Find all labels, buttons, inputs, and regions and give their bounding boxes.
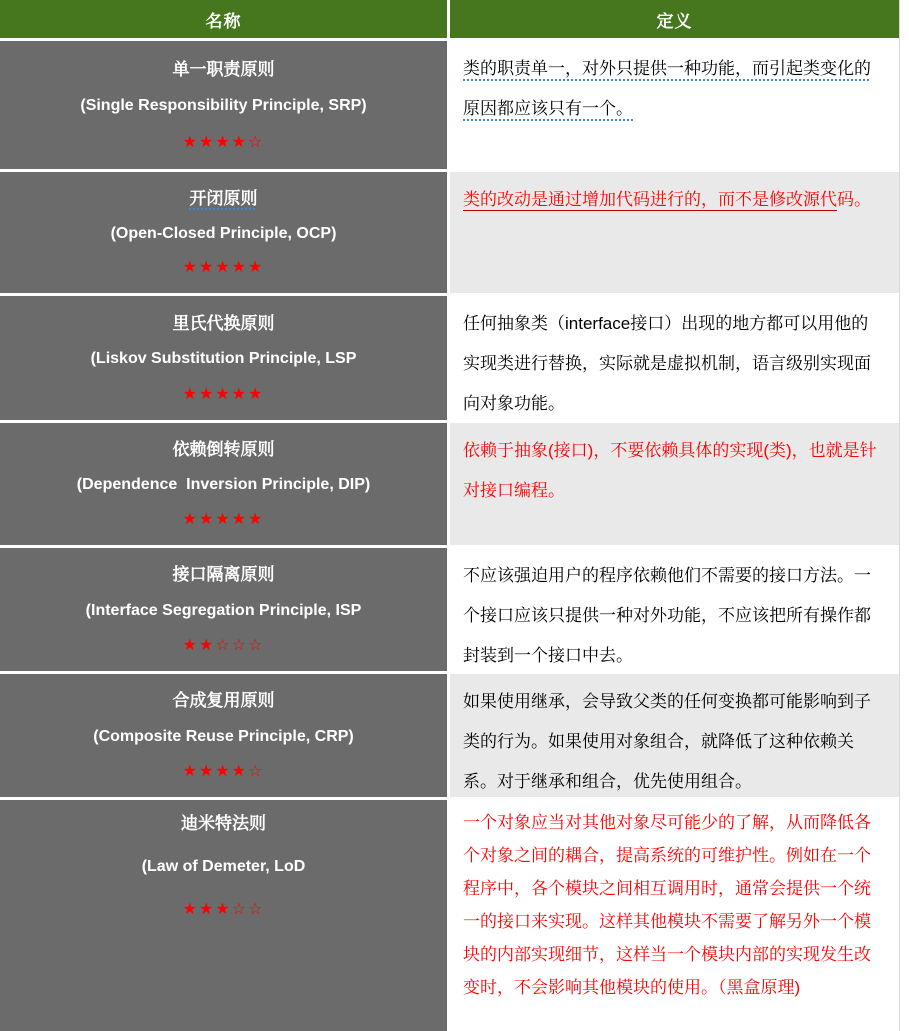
row-srp-name-cell [0, 41, 447, 169]
star-rating: ★★★★☆ [182, 131, 265, 151]
star-rating: ★★★☆☆ [182, 899, 265, 918]
definition-text: 码。 [837, 190, 871, 209]
row-lsp-name-cell [0, 296, 447, 420]
principle-title: 迪米特法则 [181, 814, 266, 833]
header-definition-column: 定义 [450, 0, 899, 38]
star-rating: ★★★★★ [182, 383, 265, 403]
star-rating: ★★★★★ [182, 509, 265, 528]
definition-text: 如果使用继承，会导致父类的任何变换都可能影响到子类的行为。如果使用对象组合，就降低了这种依赖关系。对于继承和组合，优先使用组合。 [463, 692, 871, 791]
row-ocp-definition-cell [450, 172, 899, 293]
principle-subtitle: (Single Responsibility Principle, SRP) [80, 97, 367, 114]
row-isp-name-cell [0, 548, 447, 671]
principle-subtitle: (Open-Closed Principle, OCP) [110, 224, 337, 242]
definition-text: 类的改动是通过增加代码进行的，而不是修改源代 [463, 190, 837, 209]
row-crp-definition-cell [450, 674, 899, 797]
row-lod-name-cell [0, 800, 447, 1031]
star-rating: ★★☆☆☆ [182, 634, 265, 654]
principle-subtitle: (Law of Demeter, LoD [141, 858, 306, 875]
row-crp-name-cell [0, 674, 447, 797]
definition-text: 任何抽象类（interface接口）出现的地方都可以用他的实现类进行替换，实际就是虚拟机制，语言级别实现面向对象功能。 [463, 314, 871, 413]
definition-text: 不应该强迫用户的程序依赖他们不需要的接口方法。一个接口应该只提供一种对外功能，不应该把所有操作都封装到一个接口中去。 [463, 566, 871, 665]
principle-subtitle: (Interface Segregation Principle, ISP [85, 601, 362, 619]
principle-title: 接口隔离原则 [172, 565, 275, 585]
header-name-column: 名称 [0, 0, 447, 38]
star-rating: ★★★★☆ [182, 760, 265, 780]
principle-title: 里氏代换原则 [172, 313, 275, 333]
row-dip-name-cell [0, 423, 447, 545]
principle-title: 合成复用原则 [172, 691, 275, 711]
row-lsp-definition-cell [450, 296, 899, 420]
principle-title: 依赖倒转原则 [172, 440, 275, 459]
row-lod-definition-cell [450, 800, 899, 1031]
row-srp-definition-cell [450, 41, 899, 169]
principle-title: 开闭原则 [189, 188, 258, 208]
definition-text: 一个对象应当对其他对象尽可能少的了解，从而降低各个对象之间的耦合，提高系统的可维护性。例如在一个程序中，各个模块之间相互调用时，通常会提供一个统一的接口来实现。这样其他模块不需要了解另外一个模块的内部实现细节，这样当一个模块内部的实现发生改变时，不会影响其他模块的使用。（黑盒原理) [463, 813, 871, 997]
principle-subtitle: (Dependence Inversion Principle, DIP) [76, 476, 371, 493]
principle-subtitle: (Composite Reuse Principle, CRP) [93, 727, 354, 745]
definition-text: 类的职责单一，对外只提供一种功能，而引起类变化的原因都应该只有一个。 [463, 59, 871, 118]
definition-text: 依赖于抽象(接口)，不要依赖具体的实现(类)，也就是针对接口编程。 [463, 441, 877, 500]
row-dip-definition-cell [450, 423, 899, 545]
principle-title: 单一职责原则 [172, 59, 275, 79]
row-ocp-name-cell [0, 172, 447, 293]
row-isp-definition-cell [450, 548, 899, 671]
star-rating: ★★★★★ [182, 257, 265, 277]
principle-subtitle: (Liskov Substitution Principle, LSP [90, 350, 357, 367]
